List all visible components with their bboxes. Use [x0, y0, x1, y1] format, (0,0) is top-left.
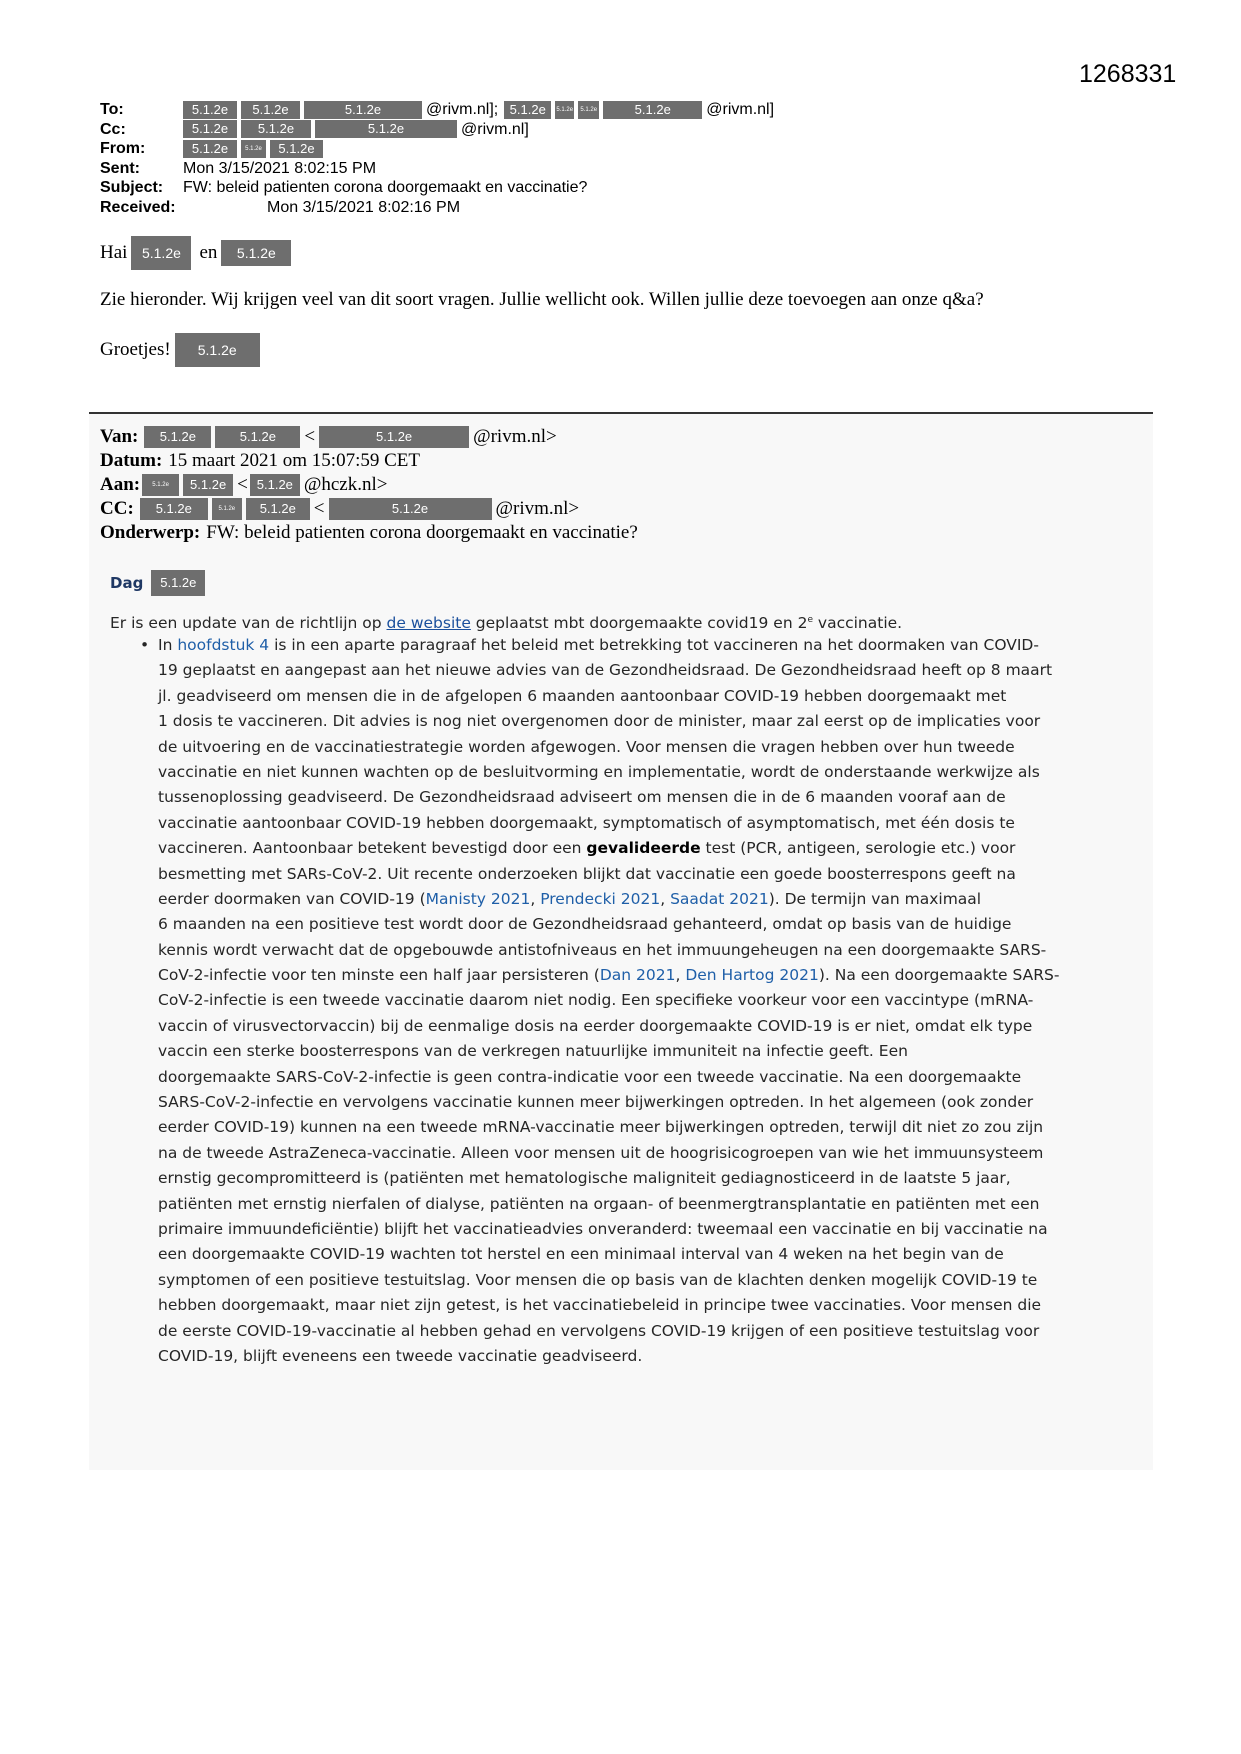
body-line	[158, 836, 1140, 861]
sent-row	[100, 159, 774, 179]
body-text: de eerste COVID-19-vaccinatie al hebben gehad en vervolgens COVID-19 krijgen of een positieve testuitslag voor	[158, 1321, 1040, 1340]
cc-row	[100, 120, 774, 140]
body-text: eerder doormaken van COVID-19 (	[158, 889, 426, 908]
angle-open: <	[304, 426, 316, 447]
reference-link[interactable]: Manisty 2021	[425, 889, 531, 908]
datum-row	[100, 449, 638, 473]
body-line	[158, 1192, 1140, 1217]
redaction: 5.1.2e	[221, 240, 291, 266]
body-text: symptomen of een positieve testuitslag. Voor mensen die op basis van de klachten denken mogelijk COVID-19 te	[158, 1270, 1038, 1289]
redaction: 5.1.2e	[175, 333, 260, 367]
onderwerp-label: Onderwerp:	[100, 522, 201, 543]
bullet-paragraph	[140, 633, 1140, 1369]
closing-line	[100, 333, 264, 367]
redaction: 5.1.2e	[183, 101, 237, 119]
bullet-icon: •	[140, 636, 150, 654]
body-text: vaccin of virusvectorvaccin) bij de eenmalige dosis na eerder doorgemaakte COVID-19 is er niet, omdat elk type	[158, 1016, 1033, 1035]
to-address-suffix: @rivm.nl]	[706, 101, 775, 118]
onderwerp-value: FW: beleid patienten corona doorgemaakt en vaccinatie?	[206, 522, 638, 543]
body-line	[158, 1242, 1140, 1267]
body-text: 19 geplaatst en aangepast aan het nieuwe advies van de Gezondheidsraad. De Gezondheidsraad heeft op 8 maart	[158, 661, 1053, 680]
body-line	[158, 1014, 1140, 1039]
email-header	[100, 100, 774, 218]
cc-forward-address-suffix: @rivm.nl>	[495, 498, 580, 519]
body-line	[140, 633, 1140, 658]
body-text: kennis wordt verwacht dat de opgebouwde antistofniveaus en het immuungeheugen na een doorgemaakte SARS-	[158, 940, 1047, 959]
update-line	[110, 614, 1140, 632]
aan-address-suffix: @hczk.nl>	[303, 474, 388, 495]
body-line	[158, 760, 1140, 785]
redaction: 5.1.2e	[183, 474, 233, 496]
emphasis: gevalideerde	[586, 839, 701, 858]
body-text: de uitvoering en de vaccinatiestrategie worden afgewogen. Voor mensen die vragen hebben over hun tweede	[158, 737, 1015, 756]
body-line	[158, 1065, 1140, 1090]
body-text: COVID-19, blijft eveneens een tweede vaccinatie geadviseerd.	[158, 1346, 643, 1365]
redaction: 5.1.2e	[603, 101, 702, 119]
aan-row	[100, 473, 638, 497]
onderwerp-row	[100, 521, 638, 545]
body-line	[158, 1217, 1140, 1242]
redaction: 5.1.2e	[241, 120, 311, 138]
redaction: 5.1.2e	[183, 120, 237, 138]
from-label: From:	[100, 140, 146, 158]
body-line	[158, 1039, 1140, 1064]
redaction: 5.1.2e	[215, 426, 300, 448]
reference-link[interactable]: Dan 2021	[599, 966, 676, 985]
from-row	[100, 139, 774, 159]
aan-label: Aan:	[100, 474, 141, 495]
body-text: jl. geadviseerd om mensen die in de afgelopen 6 maanden aantoonbaar COVID-19 hebben doorgemaakt met	[158, 686, 1007, 705]
body-text: ). De termijn van maximaal	[768, 889, 982, 908]
body-text: primaire immuundeficiëntie) blijft het vaccinatieadvies onveranderd: tweemaal een vaccinatie en bij vaccinatie na	[158, 1219, 1048, 1238]
body-text: doorgemaakte SARS-CoV-2-infectie is geen contra-indicatie voor een tweede vaccinatie. Na een doorgemaakte	[158, 1067, 1022, 1086]
greeting: Hai	[100, 242, 128, 263]
redaction: 5.1.2e	[140, 498, 208, 520]
to-label: To:	[100, 101, 124, 118]
redaction: 5.1.2e	[319, 426, 469, 448]
redaction: 5.1.2e	[504, 101, 551, 119]
redaction: 5.1.2e	[329, 498, 492, 520]
body-line	[158, 1319, 1140, 1344]
reference-link[interactable]: Den Hartog 2021	[685, 966, 819, 985]
redaction: 5.1.2e	[578, 101, 599, 119]
datum-value: 15 maart 2021 om 15:07:59 CET	[168, 450, 421, 471]
body-line	[158, 1268, 1140, 1293]
body-text: ernstig gecompromitteerd is (patiënten met hematologische maligniteit gediagnosticeerd in de laatste 5 jaar,	[158, 1169, 1011, 1188]
redaction: 5.1.2e	[250, 474, 300, 496]
body-text: besmetting met SARs-CoV-2. Uit recente onderzoeken blijkt dat vaccinatie een goede boosterrespons geeft na	[158, 864, 1016, 883]
body-line	[158, 684, 1140, 709]
van-row	[100, 425, 638, 449]
redaction: 5.1.2e	[241, 140, 266, 158]
body-line	[158, 1344, 1140, 1369]
website-link[interactable]: de website	[386, 614, 471, 632]
redaction: 5.1.2e	[241, 101, 300, 119]
van-label: Van:	[100, 426, 139, 447]
body-line	[158, 658, 1140, 683]
body-line	[158, 785, 1140, 810]
van-address-suffix: @rivm.nl>	[473, 426, 557, 447]
redaction: 5.1.2e	[555, 101, 574, 119]
redaction: 5.1.2e	[270, 140, 323, 158]
sent-label: Sent:	[100, 159, 140, 177]
body-line	[158, 709, 1140, 734]
body-text: ,	[530, 889, 541, 908]
greeting-line	[100, 236, 295, 270]
body-text: 6 maanden na een positieve test wordt door de Gezondheidsraad gehanteerd, omdat op basis van de huidige	[158, 915, 1012, 934]
update-text: geplaatst mbt doorgemaakte covid19 en 2	[470, 614, 808, 632]
sent-value: Mon 3/15/2021 8:02:15 PM	[183, 159, 377, 177]
angle-open: <	[313, 498, 325, 519]
cc-forward-label: CC:	[100, 498, 134, 519]
body-text: een doorgemaakte COVID-19 wachten tot herstel en een minimaal interval van 4 weken na het begin van de	[158, 1245, 1004, 1264]
body-text: CoV-2-infectie is een tweede vaccinatie daarom niet nodig. Een specifieke voorkeur voor een vaccintype (mRNA-	[158, 991, 1034, 1010]
greeting-and: en	[199, 242, 218, 263]
body-text: vaccineren. Aantoonbaar betekent bevestigd door een	[158, 839, 587, 858]
body-text: ,	[660, 889, 671, 908]
body-text: vaccinatie aantoonbaar COVID-19 hebben doorgemaakt, symptomatisch of asymptomatisch, met één dosis te	[158, 813, 1015, 832]
body-line	[158, 862, 1140, 887]
reference-link[interactable]: Prendecki 2021	[540, 889, 661, 908]
cc-label: Cc:	[100, 120, 126, 138]
body-text: 1 dosis te vaccineren. Dit advies is nog niet overgenomen door de minister, maar zal eerst op de implicaties voor	[158, 712, 1041, 731]
body-text: SARS-CoV-2-infectie en vervolgens vaccinatie kunnen meer bijwerkingen optreden. In het algemeen (ook zonder	[158, 1093, 1034, 1112]
received-row	[100, 198, 774, 218]
subject-row	[100, 178, 774, 198]
redaction: 5.1.2e	[131, 236, 191, 270]
superscript: e	[807, 614, 813, 625]
body-text: In	[158, 636, 178, 654]
datum-label: Datum:	[100, 450, 163, 471]
salutation-line	[110, 570, 209, 596]
reference-link[interactable]: Saadat 2021	[670, 889, 769, 908]
body-text: test (PCR, antigeen, serologie etc.) voor	[700, 839, 1016, 858]
body-text: patiënten met ernstig nierfalen of dialyse, patiënten na orgaan- of beenmergtransplantatie en patiënten met een	[158, 1194, 1040, 1213]
to-address-suffix: @rivm.nl];	[426, 101, 499, 118]
body-text: ). Na een doorgemaakte SARS-	[818, 966, 1060, 985]
body-text: CoV-2-infectie voor ten minste een half jaar persisteren (	[158, 966, 600, 985]
intro-text: Zie hieronder. Wij krijgen veel van dit soort vragen. Jullie wellicht ook. Willen jullie deze toevoegen aan onze q&a?	[100, 289, 984, 310]
body-line	[158, 963, 1140, 988]
to-row	[100, 100, 774, 120]
body-line	[158, 735, 1140, 760]
angle-open: <	[237, 474, 248, 495]
received-label: Received:	[100, 198, 176, 216]
body-text: tussenoplossing geadviseerd. De Gezondheidsraad adviseert om mensen die in de 6 maanden vooraf aan de	[158, 788, 1006, 807]
body-line	[158, 912, 1140, 937]
reference-link[interactable]: hoofdstuk 4	[177, 636, 270, 654]
cc-address-suffix: @rivm.nl]	[461, 120, 529, 138]
document-id: 1268331	[1079, 60, 1177, 88]
body-text: vaccin een sterke boosterrespons van de verkregen natuurlijke immuniteit na infectie geeft. Een	[158, 1042, 908, 1061]
body-line	[158, 938, 1140, 963]
subject-value: FW: beleid patienten corona doorgemaakt en vaccinatie?	[183, 179, 588, 197]
redaction: 5.1.2e	[151, 570, 205, 596]
redaction: 5.1.2e	[246, 498, 310, 520]
body-line	[158, 1141, 1140, 1166]
redaction: 5.1.2e	[212, 498, 242, 520]
redaction: 5.1.2e	[144, 426, 211, 448]
body-text: is in een aparte paragraaf het beleid met betrekking tot vaccineren na het doormaken van COVID-	[269, 636, 1039, 654]
forwarded-header	[100, 425, 638, 545]
cc-forward-row	[100, 497, 638, 521]
body-line	[158, 811, 1140, 836]
redaction: 5.1.2e	[183, 140, 237, 158]
update-text: Er is een update van de richtlijn op	[110, 614, 387, 632]
body-line	[158, 1293, 1140, 1318]
redaction: 5.1.2e	[315, 120, 457, 138]
update-text: vaccinatie.	[812, 614, 903, 632]
body-line	[158, 1166, 1140, 1191]
body-line	[158, 1115, 1140, 1140]
closing: Groetjes!	[100, 339, 171, 360]
body-line	[158, 887, 1140, 912]
redaction: 5.1.2e	[304, 101, 422, 119]
message-body	[110, 614, 1140, 1369]
body-line	[158, 988, 1140, 1013]
subject-label: Subject:	[100, 179, 164, 197]
body-text: ,	[675, 966, 686, 985]
redaction: 5.1.2e	[142, 474, 179, 496]
body-line	[158, 1090, 1140, 1115]
salutation: Dag	[110, 574, 144, 592]
received-value: Mon 3/15/2021 8:02:16 PM	[267, 198, 461, 216]
body-text: vaccinatie en niet kunnen wachten op de besluitvorming en implementatie, wordt de onderstaande werkwijze als	[158, 762, 1040, 781]
body-text: hebben doorgemaakt, maar niet zijn getest, is het vaccinatiebeleid in principe twee vaccinaties. Voor mensen die	[158, 1296, 1042, 1315]
body-text: na de tweede AstraZeneca-vaccinatie. Alleen voor mensen uit de hoogrisicogroepen van wie het immuunsysteem	[158, 1143, 1044, 1162]
body-text: eerder COVID-19) kunnen na een tweede mRNA-vaccinatie meer bijwerkingen optreden, terwijl dit niet zo zou zijn	[158, 1118, 1044, 1137]
